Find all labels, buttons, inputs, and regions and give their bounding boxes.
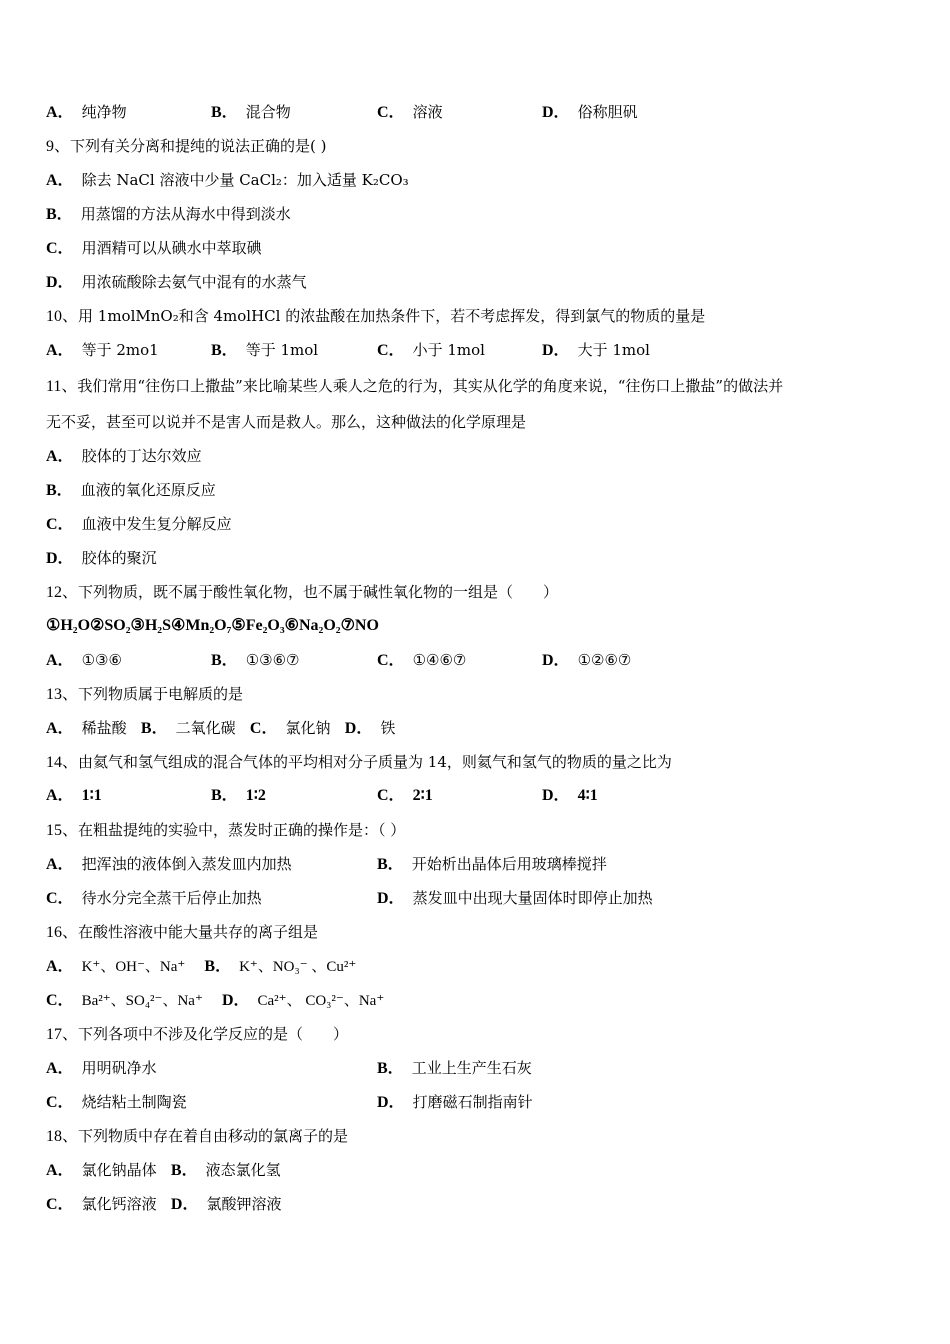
- q18-options-row1: [46, 1160, 281, 1180]
- q17-option-c: C． 烧结粘土制陶瓷: [46, 1093, 187, 1111]
- q14-option-a: A． 1∶1: [46, 787, 102, 804]
- q16-option-a: A． K⁺、OH⁻、Na⁺: [46, 958, 186, 975]
- q14-stem: 14、由氦气和氢气组成的混合气体的平均相对分子质量为 14，则氦气和氢气的物质的量之比为: [46, 753, 672, 771]
- q9-option-a: A． 除去 NaCl 溶液中少量 CaCl₂：加入适量 K₂CO₃: [46, 171, 409, 189]
- q15-stem: 15、在粗盐提纯的实验中，蒸发时正确的操作是：（ ）: [46, 821, 406, 839]
- q17-option-b: B． 工业上生产生石灰: [377, 1059, 532, 1077]
- q11-option-d: D． 胶体的聚沉: [46, 549, 157, 567]
- q10-stem: 10、用 1molMnO₂和含 4molHCl 的浓盐酸在加热条件下，若不考虑挥发，得到氯气的物质的量是: [46, 307, 706, 325]
- q18-stem: 18、下列物质中存在着自由移动的氯离子的是: [46, 1127, 349, 1145]
- q16-stem: 16、在酸性溶液中能大量共存的离子组是: [46, 923, 319, 941]
- q18-option-c: C． 氯化钙溶液: [46, 1195, 157, 1213]
- q16-option-d: D． Ca²⁺、 CO₃²⁻、Na⁺: [221, 992, 385, 1009]
- q16-option-b: B． K⁺、NO₃⁻ 、Cu²⁺: [204, 958, 357, 975]
- q8-option-a: A． 纯净物: [46, 103, 127, 121]
- q14-option-b: B． 1∶2: [211, 787, 266, 804]
- q11-option-b: B． 血液的氧化还原反应: [46, 481, 216, 499]
- q13-option-d: D． 铁: [344, 719, 396, 737]
- q12-option-c: C． ①④⑥⑦: [377, 651, 467, 669]
- q15-option-d: D． 蒸发皿中出现大量固体时即停止加热: [377, 889, 653, 907]
- q11-option-a: A． 胶体的丁达尔效应: [46, 447, 202, 465]
- q11-option-c: C． 血液中发生复分解反应: [46, 515, 232, 533]
- q10-option-a: A． 等于 2mo1: [46, 341, 159, 359]
- q18-option-a: A． 氯化钠晶体: [46, 1161, 157, 1179]
- q10-option-c: C． 小于 1mol: [377, 341, 485, 359]
- q12-option-d: D． ①②⑥⑦: [542, 651, 632, 669]
- q15-option-c: C． 待水分完全蒸干后停止加热: [46, 889, 262, 907]
- q11-stem-line1: 11、我们常用“往伤口上撒盐”来比喻某些人乘人之危的行为，其实从化学的角度来说，“往伤口上撒盐”的做法并: [46, 377, 784, 395]
- q15-option-a: A． 把浑浊的液体倒入蒸发皿内加热: [46, 855, 292, 873]
- q9-stem: 9、下列有关分离和提纯的说法正确的是( ): [46, 137, 327, 155]
- q11-stem-line2: 无不妥，甚至可以说并不是害人而是救人。那么，这种做法的化学原理是: [46, 413, 527, 431]
- q13-options: [46, 718, 395, 738]
- q16-options-row2: [46, 990, 384, 1010]
- q15-option-b: B． 开始析出晶体后用玻璃棒搅拌: [377, 855, 607, 873]
- q14-option-d: D． 4∶1: [542, 787, 598, 804]
- q18-options-row2: [46, 1194, 281, 1214]
- q17-stem: 17、下列各项中不涉及化学反应的是（ ）: [46, 1025, 349, 1043]
- q8-option-b: B． 混合物: [211, 103, 291, 121]
- q12-option-a: A． ①③⑥: [46, 651, 122, 669]
- q18-option-b: B． 液态氯化氢: [170, 1161, 281, 1179]
- q13-option-a: A． 稀盐酸: [46, 719, 127, 737]
- q12-substances: ①H₂O②SO₂③H₂S④Mn₂O₇⑤Fe₂O₃⑥Na₂O₂⑦NO: [46, 617, 379, 634]
- q12-stem: 12、下列物质，既不属于酸性氧化物，也不属于碱性氧化物的一组是（ ）: [46, 583, 559, 601]
- q13-stem: 13、下列物质属于电解质的是: [46, 685, 244, 703]
- q9-option-c: C． 用酒精可以从碘水中萃取碘: [46, 239, 262, 257]
- q9-option-d: D． 用浓硫酸除去氨气中混有的水蒸气: [46, 273, 307, 291]
- q16-options-row1: [46, 956, 356, 976]
- q8-option-d: D． 俗称胆矾: [542, 103, 638, 121]
- q16-option-c: C． Ba²⁺、SO₄²⁻、Na⁺: [46, 992, 203, 1009]
- q17-option-a: A． 用明矾净水: [46, 1059, 157, 1077]
- q8-option-c: C． 溶液: [377, 103, 443, 121]
- q13-option-c: C． 氯化钠: [249, 719, 331, 737]
- q13-option-b: B． 二氧化碳: [140, 719, 236, 737]
- q18-option-d: D． 氯酸钾溶液: [170, 1195, 282, 1213]
- q10-option-d: D． 大于 1mol: [542, 341, 650, 359]
- q12-option-b: B． ①③⑥⑦: [211, 651, 300, 669]
- q17-option-d: D． 打磨磁石制指南针: [377, 1093, 533, 1111]
- q10-option-b: B． 等于 1mol: [211, 341, 319, 359]
- q14-option-c: C． 2∶1: [377, 787, 433, 804]
- q9-option-b: B． 用蒸馏的方法从海水中得到淡水: [46, 205, 291, 223]
